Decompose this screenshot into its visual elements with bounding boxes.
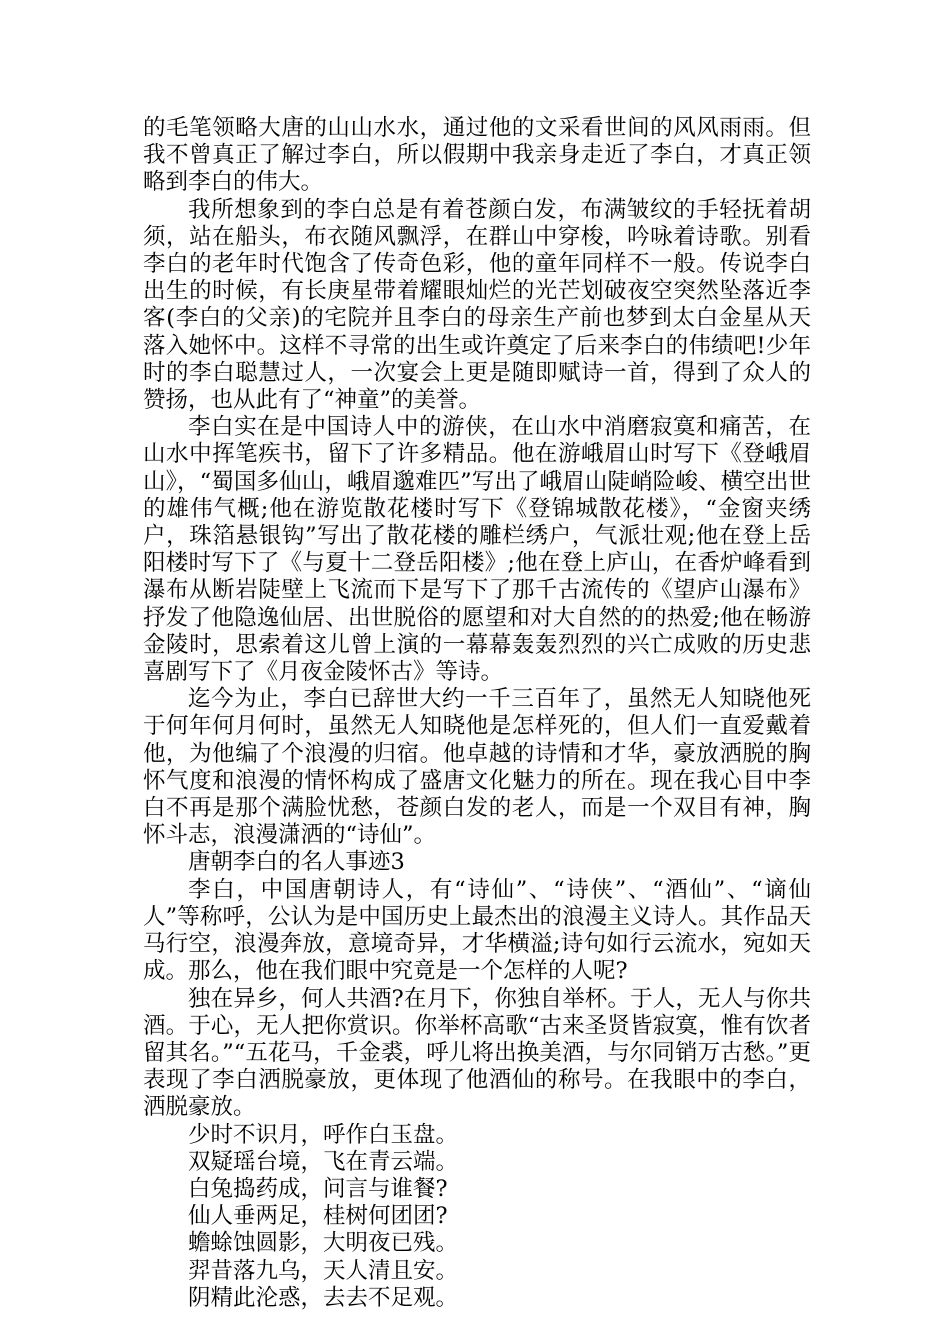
- document-page: [143, 115, 811, 1312]
- poem-line: 双疑瑶台境，飞在青云端。: [188, 1148, 459, 1175]
- paragraph-poet-knight: 李白实在是中国诗人中的游侠，在山水中消磨寂寞和痛苦，在山水中挥笔疾书，留下了许多精品。他在游峨眉山时写下《登峨眉山》，“蜀国多仙山，峨眉邈难匹”写出了峨眉山陡峭险峻、横空出世的雄伟气概;他在游览散花楼时写下《登锦城散花楼》，“金窗夹绣户，珠箔悬银钩”写出了散花楼的雕栏绣户，气派壮观;他在登上岳阳楼时写下了《与夏十二登岳阳楼》;他在登上庐山，在香炉峰看到瀑布从断岩陡壁上飞流而下是写下了那千古流传的《望庐山瀑布》抒发了他隐逸仙居、出世脱俗的愿望和对大自然的的热爱;他在畅游金陵时，思索着这儿曾上演的一幕幕轰轰烈烈的兴亡成败的历史悲喜剧写下了《月夜金陵怀古》等诗。: [143, 414, 811, 686]
- poem-line: 仙人垂两足，桂树何团团?: [188, 1203, 448, 1230]
- poem-line: 蟾蜍蚀圆影，大明夜已残。: [188, 1230, 459, 1257]
- paragraph-imagined-li-bai: 我所想象到的李白总是有着苍颜白发，布满皱纹的手轻抚着胡须，站在船头，布衣随风飘浮，在群山中穿梭，吟咏着诗歌。别看李白的老年时代饱含了传奇色彩，他的童年同样不一般。传说李白出生的时候，有长庚星带着耀眼灿烂的光芒划破夜空突然坠落近李客(李白的父亲)的宅院并且李白的母亲生产前也梦到太白金星从天落入她怀中。这样不寻常的出生或许奠定了后来李白的伟绩吧!少年时的李白聪慧过人，一次宴会上更是随即赋诗一首，得到了众人的赞扬，也从此有了“神童”的美誉。: [143, 196, 811, 414]
- paragraph-continuation: 的毛笔领略大唐的山山水水，通过他的文采看世间的风风雨雨。但我不曾真正了解过李白，所以假期中我亲身走近了李白，才真正领略到李白的伟大。: [143, 115, 811, 196]
- paragraph-wine-immortal: 独在异乡，何人共酒?在月下，你独自举杯。于人，无人与你共酒。于心，无人把你赏识。你举杯高歌“古来圣贤皆寂寞，惟有饮者留其名。”“五花马，千金裘，呼儿将出换美酒，与尔同销万古愁。”更表现了李白洒脱豪放，更体现了他酒仙的称号。在我眼中的李白，洒脱豪放。: [143, 985, 811, 1121]
- section-heading: 唐朝李白的名人事迹3: [188, 849, 405, 876]
- poem-line: 阴精此沦惑，去去不足观。: [188, 1284, 459, 1311]
- poem-line: 羿昔落九乌，天人清且安。: [188, 1257, 459, 1284]
- paragraph-introduction: 李白，中国唐朝诗人，有“诗仙”、“诗侠”、“酒仙”、“谪仙人”等称呼，公认为是中国历史上最杰出的浪漫主义诗人。其作品天马行空，浪漫奔放，意境奇异，才华横溢;诗句如行云流水，宛如天成。那么，他在我们眼中究竟是一个怎样的人呢?: [143, 876, 811, 985]
- poem-line: 少时不识月，呼作白玉盘。: [188, 1121, 459, 1148]
- poem-line: 白兔捣药成，问言与谁餐?: [188, 1175, 448, 1202]
- paragraph-legacy: 迄今为止，李白已辞世大约一千三百年了，虽然无人知晓他死于何年何月何时，虽然无人知晓他是怎样死的，但人们一直爱戴着他，为他编了个浪漫的归宿。他卓越的诗情和才华，豪放洒脱的胸怀气度和浪漫的情怀构成了盛唐文化魅力的所在。现在我心目中李白不再是那个满脸忧愁，苍颜白发的老人，而是一个双目有神，胸怀斗志，浪漫潇洒的“诗仙”。: [143, 686, 811, 849]
